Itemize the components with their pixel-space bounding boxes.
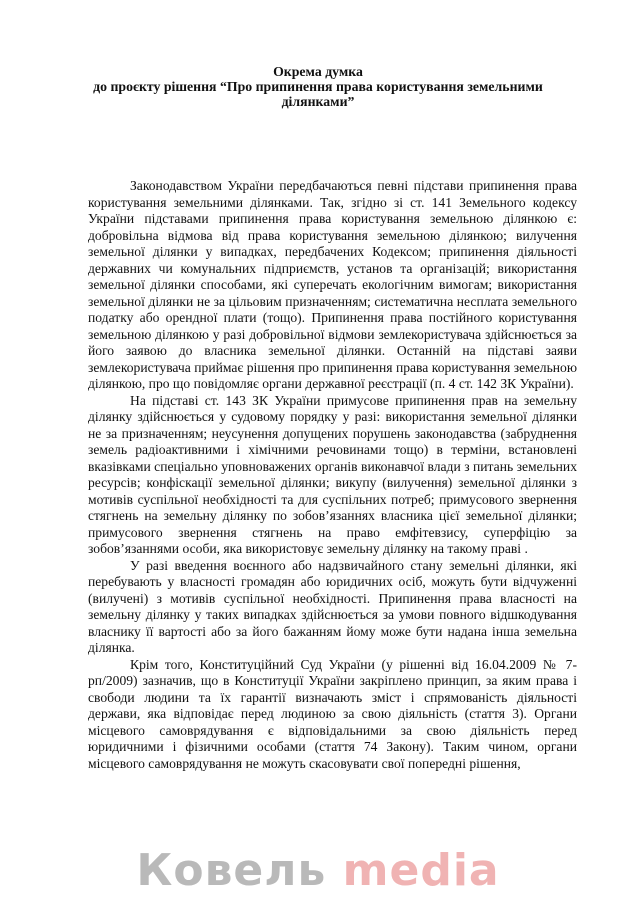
paragraph-1: Законодавством України передбачаються певні підстави припинення права користування земельними ділянками. Так, згідно зі ст. 141 Земельного кодексу України підставами припинення права користування земельною ділянкою є: добровільна відмова від права користування земельною ділянкою; вилучення земельної ділянки у випадках, передбачених Кодексом; припинення діяльності державних чи комунальних підприємств, установ та організацій; використання земельної ділянки способами, які суперечать екологічним вимогам; використання земельної ділянки не за цільовим призначенням; систематична несплата земельного податку або орендної плати (тощо). Припинення права постійного користування земельною ділянкою у разі добровільної відмови землекористувача здійснюється за його заявою до власника земельної ділянки. Останній на підставі заяви землекористувача приймає рішення про припинення права користування земельною ділянкою, про що повідомляє органи державної реєстрації (п. 4 ст. 142 ЗК України). <box>88 178 577 391</box>
paragraph-3: У разі введення воєнного або надзвичайного стану земельні ділянки, які перебувають у власності громадян або юридичних осіб, можуть бути відчуженні (вилучені) з мотивів суспільної необхідності. Припинення права власності на земельну ділянку у таких випадках здійснюється за умови повного відшкодування власнику її вартості або за його бажанням йому може бути надана інша земельна ділянка. <box>88 557 577 655</box>
title-line-3: ділянками” <box>281 94 355 109</box>
paragraph-4: Крім того, Конституційний Суд України (у рішенні від 16.04.2009 № 7-рп/2009) зазначив, що в Конституції України закріплено принцип, за яким права і свободи людини та їх гарантії визначають зміст і спрямованість діяльності держави, яка відповідає перед людиною за свою діяльність (стаття 3). Органи місцевого самоврядування є відповідальними за свою діяльність перед юридичними і фізичними особами (стаття 74 Закону). Таким чином, органи місцевого самоврядування не можуть скасовувати свої попередні рішення, <box>88 656 577 771</box>
watermark-logo <box>0 846 636 896</box>
document-body <box>88 178 577 772</box>
document-title <box>60 64 576 109</box>
watermark-part-1: Ковель <box>136 845 327 896</box>
title-line-1: Окрема думка <box>273 64 363 79</box>
watermark-part-2: media <box>342 845 500 896</box>
paragraph-2: На підставі ст. 143 ЗК України примусове припинення прав на земельну ділянку здійснюється у судовому порядку у разі: використання земельної ділянки не за призначенням; неусунення допущених порушень законодавства (забруднення земель радіоактивними і хімічними речовинами тощо) в терміни, встановлені вказівками спеціально уповноважених органів виконавчої влади з питань земельних ресурсів; конфіскації земельної ділянки; викупу (вилучення) земельної ділянки з мотивів суспільної необхідності та для суспільних потреб; примусового звернення стягнень на земельну ділянку по зобов’язаннях власника цієї земельної ділянки; примусового звернення стягнень на право емфітевзису, суперфіцію за зобов’язаннями особи, яка використовує земельну ділянку на такому праві . <box>88 392 577 556</box>
title-line-2: до проєкту рішення “Про припинення права користування земельними <box>93 79 543 94</box>
